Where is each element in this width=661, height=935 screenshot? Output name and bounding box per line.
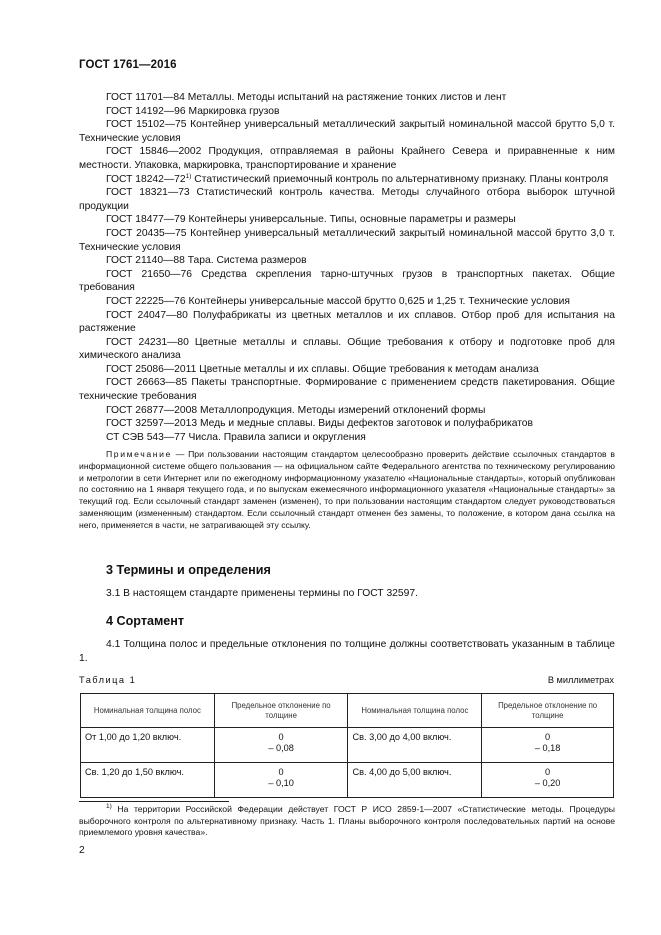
reference-item: ГОСТ 14192—96 Маркировка грузов [106,105,280,117]
deviation-lower: – 0,08 [268,743,294,753]
normative-references-list [79,91,615,444]
section-3-body [79,587,615,601]
reference-item: ГОСТ 21650—76 Средства скрепления тарно-штучных грузов в транспортных пакетах. Общие требования [79,268,615,294]
reference-title: Статистический приемочный контроль по альтернативному признаку. Планы контроля [191,173,609,185]
column-header: Предельное отклонение по толщине [482,694,614,728]
reference-item: ГОСТ 26877—2008 Металлопродукция. Методы измерений отклонений формы [106,404,486,416]
section-3-title: 3 Термины и определения [106,563,271,577]
table-header-row [81,694,614,728]
thickness-cell: От 1,00 до 1,20 включ. [81,728,215,763]
reference-item: ГОСТ 18321—73 Статистический контроль качества. Методы случайного отбора выборок штучной продукции [79,187,615,212]
section-4-title: 4 Сортамент [106,614,185,628]
reference-item: ГОСТ 24047—80 Полуфабрикаты из цветных металлов и их сплавов. Отбор проб для испытания на растяжение [79,309,615,335]
thickness-table [80,693,614,798]
reference-item: ГОСТ 20435—75 Контейнер универсальный металлический закрытый номинальной массой брутто 3,0 т. Технические условия [79,227,615,253]
page-number: 2 [79,845,85,856]
reference-item: ГОСТ 32597—2013 Медь и медные сплавы. Виды дефектов заготовок и полуфабрикатов [106,418,533,430]
deviation-cell [214,728,348,763]
footnote-text: На территории Российской Федерации действует ГОСТ Р ИСО 2859-1—2007 «Статистические методы. Процедуры выборочного контроля по альтернативному признаку. Часть 1. Планы выборочного контроля последовательных партий на основе приемлемого уровня качества». [79,804,615,838]
reference-item: ГОСТ 21140—88 Тара. Система размеров [106,255,307,267]
column-header: Номинальная толщина полос [348,694,482,728]
deviation-cell [482,763,614,798]
reference-code: ГОСТ 18242—72 [106,173,186,185]
table-units: В миллиметрах [547,675,614,685]
table-row [81,763,614,798]
column-header: Номинальная толщина полос [81,694,215,728]
footnote [79,804,615,839]
thickness-cell: Св. 1,20 до 1,50 включ. [81,763,215,798]
deviation-lower: – 0,20 [534,778,561,788]
footnote-marker: 1) [185,172,192,180]
reference-item: ГОСТ 22225—76 Контейнеры универсальные массой брутто 0,625 и 1,25 т. Технические условия [106,295,570,307]
footnote-marker: 1) [106,803,112,810]
deviation-upper: 0 [545,732,551,742]
thickness-cell: Св. 4,00 до 5,00 включ. [348,763,482,798]
table-row [81,728,614,763]
column-header: Предельное отклонение по толщине [214,694,348,728]
deviation-lower: – 0,10 [268,778,294,788]
deviation-cell [214,763,348,798]
reference-item: ГОСТ 15102—75 Контейнер универсальный металлический закрытый номинальной массой брутто 5,0 т. Технические условия [79,119,615,144]
table-caption: Таблица 1 [79,675,137,685]
reference-item: ГОСТ 18477—79 Контейнеры универсальные. Типы, основные параметры и размеры [106,214,516,226]
paragraph: 3.1 В настоящем стандарте применены термины по ГОСТ 32597. [106,588,418,599]
footnote-divider [79,801,229,802]
note-block [79,449,615,532]
reference-item: ГОСТ 11701—84 Металлы. Методы испытаний на растяжение тонких листов и лент [106,92,507,103]
deviation-cell [482,728,614,763]
reference-item: ГОСТ 25086—2011 Цветные металлы и их сплавы. Общие требования к методам анализа [106,363,539,375]
thickness-cell: Св. 3,00 до 4,00 включ. [348,728,482,763]
deviation-upper: 0 [278,732,284,742]
deviation-upper: 0 [545,767,551,777]
deviation-upper: 0 [278,767,284,777]
reference-item-with-footnote [79,173,615,187]
section-4-body [79,638,615,665]
note-text: — При пользовании настоящим стандартом целесообразно проверить действие ссылочных стандартов в информационной системе общего пользования — на официальном сайте Федерального агентства по техническому регулированию и метрологии в сети Интернет или по ежегодному информационному указателю «Национальные стандарты», который опубликован по состоянию на 1 января текущего года, и по выпускам ежемесячного информационного указателя «Национальные стандарты» за текущий год. Если ссылочный стандарт заменен (изменен), то при пользовании настоящим стандартом следует руководствоваться заменяющим (измененным) стандартом. Если ссылочный стандарт отменен без замены, то положение, в котором дана ссылка на него, применяется в части, не затрагивающей эту ссылку. [79,449,615,530]
page-header: ГОСТ 1761—2016 [79,59,177,71]
note-label: Примечание [106,449,172,459]
deviation-lower: – 0,18 [534,743,561,753]
reference-item: ГОСТ 26663—85 Пакеты транспортные. Формирование с применением средств пакетирования. Общие технические требования [79,377,615,403]
reference-item: ГОСТ 24231—80 Цветные металлы и сплавы. Общие требования к отбору и подготовке проб для химического анализа [79,336,615,362]
paragraph: 4.1 Толщина полос и предельные отклонения по толщине должны соответствовать указанным в таблице 1. [79,639,615,664]
reference-item: СТ СЭВ 543—77 Числа. Правила записи и округления [106,431,366,443]
reference-item: ГОСТ 15846—2002 Продукция, отправляемая в районы Крайнего Севера и приравненные к ним местности. Упаковка, маркировка, транспортирование и хранение [79,146,615,171]
